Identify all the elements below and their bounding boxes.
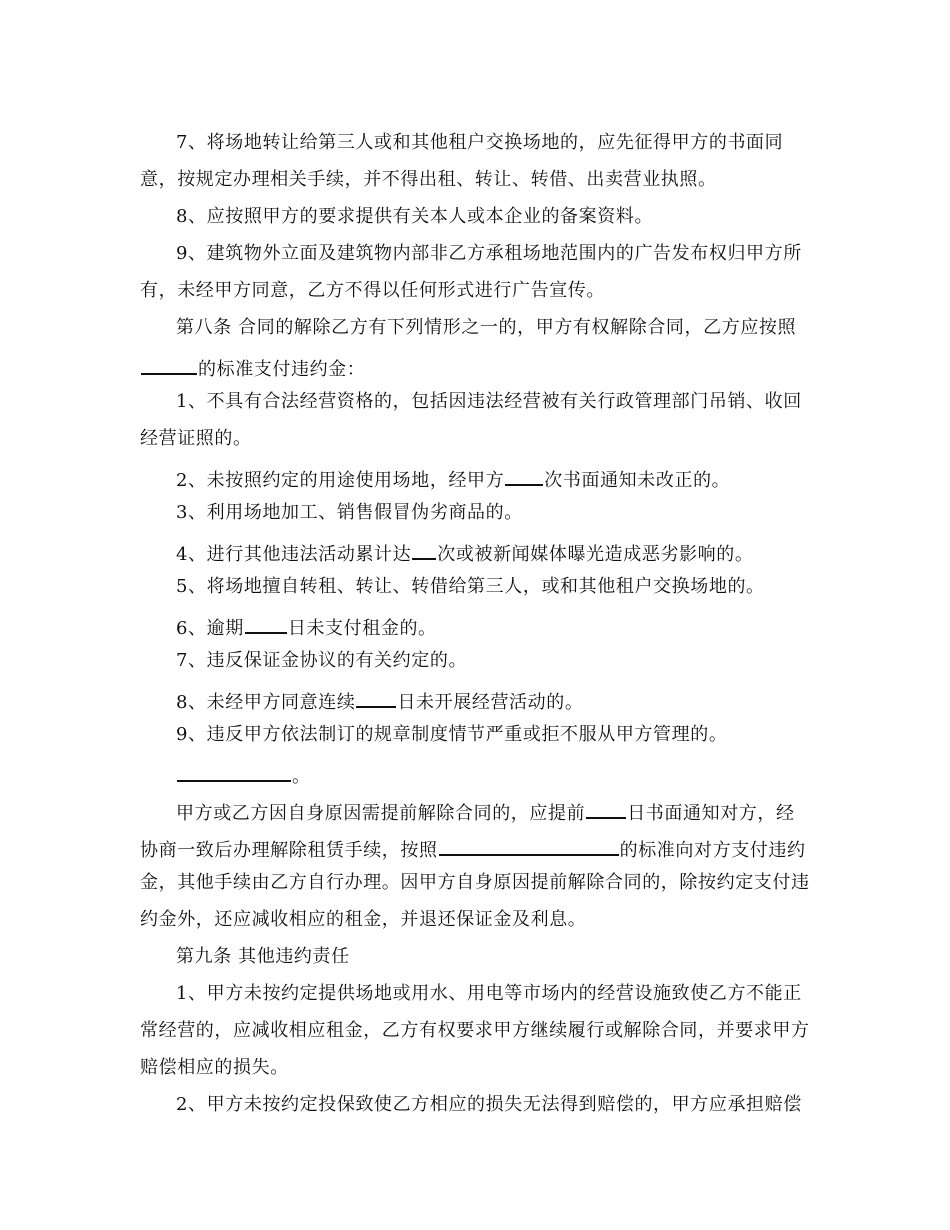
termination-item-1-line-1: 1、不具有合法经营资格的，包括因违法经营被有关行政管理部门吊销、收回: [176, 391, 802, 412]
clause-7-line-2: 意，按规定办理相关手续，并不得出租、转让、转借、出卖营业执照。: [140, 169, 717, 190]
notice-days-blank[interactable]: [586, 797, 626, 819]
early-termination-line-2-text-after: 的标准向对方支付违约: [619, 840, 806, 861]
termination-item-1-line-2: 经营证照的。: [140, 428, 252, 449]
extra-clause-line: [176, 760, 856, 789]
early-termination-line-3: 金，其他手续由乙方自行办理。因甲方自身原因提前解除合同的，除按约定支付违: [140, 872, 810, 893]
termination-item-8-text-after: 日未开展经营活动的。: [397, 692, 584, 713]
extra-clause-blank[interactable]: [177, 760, 291, 782]
early-termination-text-after: 日书面通知对方，经: [627, 803, 795, 824]
early-termination-line-2: [140, 834, 820, 863]
termination-item-3-line: 3、利用场地加工、销售假冒伪劣商品的。: [176, 502, 523, 523]
extra-clause-text-after: 。: [292, 766, 311, 787]
termination-item-4-text-before: 4、进行其他违法活动累计达: [176, 544, 412, 565]
termination-item-6-text-before: 6、逾期: [176, 618, 244, 639]
penalty-standard-blank[interactable]: [141, 353, 197, 375]
clause-8-line: 8、应按照甲方的要求提供有关本人或本企业的备案资料。: [176, 206, 654, 227]
liability-item-1-line-1: 1、甲方未按约定提供场地或用水、用电等市场内的经营设施致使乙方不能正: [176, 983, 802, 1004]
termination-item-9-line: 9、违反甲方依法制订的规章制度情节严重或拒不服从甲方管理的。: [176, 724, 728, 745]
article-9-heading: 第九条 其他违约责任: [176, 946, 350, 967]
overdue-days-blank[interactable]: [245, 612, 287, 634]
early-termination-line-4: 约金外，还应减收相应的租金，并退还保证金及利息。: [140, 909, 587, 930]
clause-7-line-1: 7、将场地转让给第三人或和其他租户交换场地的，应先征得甲方的书面同: [176, 132, 784, 153]
termination-item-6-line: [176, 612, 856, 641]
termination-item-4-text-after: 次或被新闻媒体曝光造成恶劣影响的。: [437, 544, 754, 565]
termination-item-2-line: [176, 464, 856, 493]
termination-item-4-line: [176, 538, 856, 567]
inactive-days-blank[interactable]: [356, 686, 396, 708]
notice-count-blank[interactable]: [505, 464, 543, 486]
termination-item-7-line: 7、违反保证金协议的有关约定的。: [176, 650, 468, 671]
mutual-penalty-standard-blank[interactable]: [439, 834, 619, 856]
liability-item-2-line-1: 2、甲方未按约定投保致使乙方相应的损失无法得到赔偿的，甲方应承担赔偿: [176, 1094, 802, 1115]
termination-item-8-line: [176, 686, 856, 715]
termination-item-5-line: 5、将场地擅自转租、转让、转借给第三人，或和其他租户交换场地的。: [176, 576, 765, 597]
clause-9-line-1: 9、建筑物外立面及建筑物内部非乙方承租场地范围内的广告发布权归甲方所: [176, 243, 802, 264]
penalty-standard-text-after: 的标准支付违约金：: [198, 359, 366, 380]
liability-item-1-line-3: 赔偿相应的损失。: [140, 1057, 289, 1078]
clause-9-line-2: 有，未经甲方同意，乙方不得以任何形式进行广告宣传。: [140, 280, 605, 301]
termination-item-8-text-before: 8、未经甲方同意连续: [176, 692, 356, 713]
termination-item-2-text-after: 次书面通知未改正的。: [544, 470, 731, 491]
early-termination-line-2-text-before: 协商一致后办理解除租赁手续，按照: [140, 840, 438, 861]
violation-count-blank[interactable]: [412, 538, 436, 560]
termination-item-6-text-after: 日未支付租金的。: [287, 618, 437, 639]
liability-item-1-line-2: 常经营的，应减收相应租金，乙方有权要求甲方继续履行或解除合同，并要求甲方: [140, 1020, 810, 1041]
article-8-heading-line: 第八条 合同的解除乙方有下列情形之一的，甲方有权解除合同，乙方应按照: [176, 317, 797, 338]
early-termination-text-before: 甲方或乙方因自身原因需提前解除合同的，应提前: [176, 803, 586, 824]
penalty-standard-line: [140, 353, 820, 382]
termination-item-2-text-before: 2、未按照约定的用途使用场地，经甲方: [176, 470, 505, 491]
early-termination-line-1: [176, 797, 856, 826]
